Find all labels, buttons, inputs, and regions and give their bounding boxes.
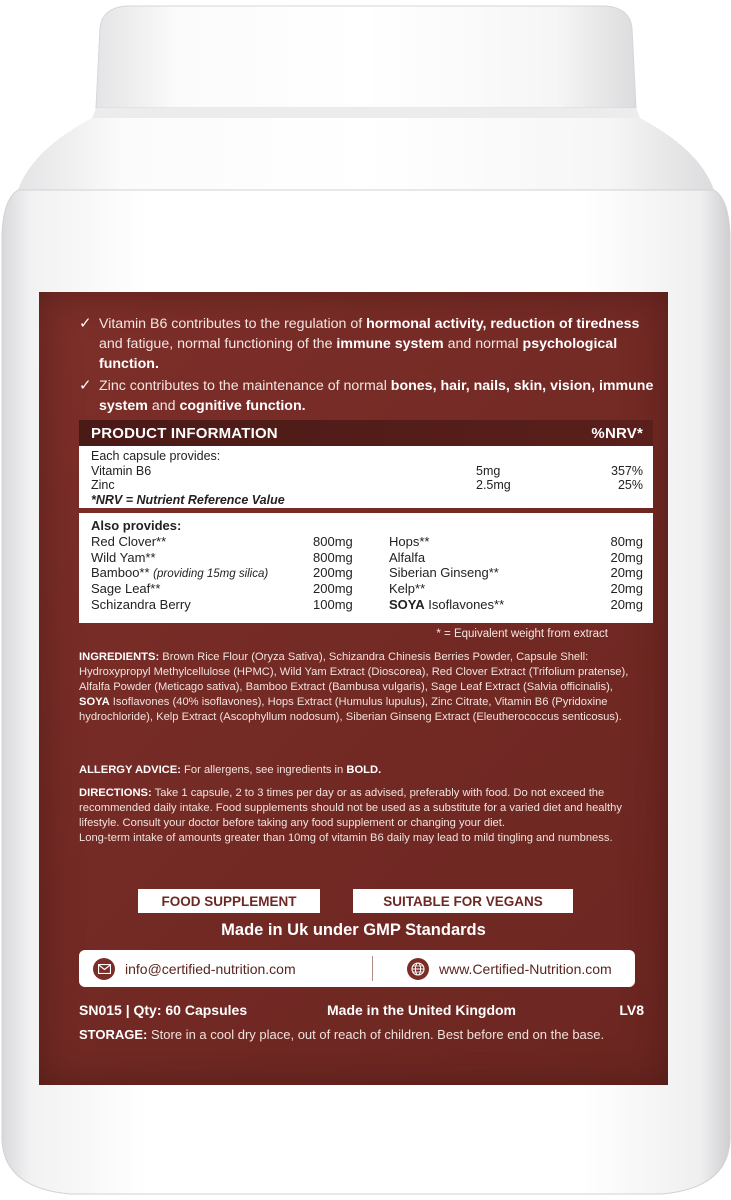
website-contact[interactable]: [407, 958, 612, 980]
product-information-header: [79, 420, 653, 446]
bottle-cap: [96, 6, 636, 108]
table-row: Bamboo** (providing 15mg silica) 200mg Siberian Ginseng** 20mg: [91, 565, 643, 581]
table-row: Sage Leaf** 200mg Kelp** 20mg: [91, 581, 643, 597]
table-row: Vitamin B6 5mg 357%: [91, 463, 643, 478]
contact-divider: [372, 956, 373, 981]
also-provides-title: Also provides:: [91, 518, 182, 533]
product-information-table: [79, 446, 653, 508]
website-url[interactable]: www.Certified-Nutrition.com: [439, 960, 612, 977]
email-contact[interactable]: [93, 958, 296, 980]
claim-vitamin-b6: ✓ Vitamin B6 contributes to the regulation of hormonal activity, reduction of tiredness and fatigue, normal functioning of the immune system and normal psychological function.: [79, 315, 640, 372]
envelope-icon: [93, 958, 115, 980]
storage-text: STORAGE: Store in a cool dry place, out of reach of children. Best before end on the base.: [79, 1027, 605, 1042]
globe-icon: [407, 958, 429, 980]
ingredients-text: INGREDIENTS: Brown Rice Flour (Oryza Sativa), Schizandra Chinesis Berries Powder, Capsule Shell: Hydroxypropyl Methylcellulose (HPMC), Wild Yam Extract (Dioscorea), Red Clover Extract (Trifolium pratense), Alfalfa Powder (Meticago sativa), Bamboo Extract (Bambusa vulgaris), Sage Leaf Extract (Salvia officinalis), SOYA Isoflavones (40% isoflavones), Hops Extract (Humulus lupulus), Zinc Citrate, Vitamin B6 (Pyridoxine hydrochloride), Kelp Extract (Ascophyllum nodosum), Siberian Ginseng Extract (Eleutherococcus senticosus).: [79, 651, 629, 723]
extract-note: * = Equivalent weight from extract: [436, 628, 608, 640]
b6-warning: Long-term intake of amounts greater than 10mg of vitamin B6 daily may lead to mild tingling and numbness.: [79, 832, 613, 844]
table-row: Wild Yam** 800mg Alfalfa 20mg: [91, 549, 643, 565]
checkmark-icon: ✓: [79, 377, 92, 394]
table-row: Zinc 2.5mg 25%: [91, 478, 643, 492]
made-in-uk: Made in the United Kingdom: [327, 1002, 516, 1018]
also-provides-table: [79, 513, 653, 623]
serial-quantity: SN015 | Qty: 60 Capsules: [79, 1002, 248, 1018]
health-claims: [79, 314, 654, 418]
email-address[interactable]: info@certified-nutrition.com: [125, 960, 296, 977]
product-information-title: PRODUCT INFORMATION: [91, 424, 278, 442]
allergy-advice: ALLERGY ADVICE: For allergens, see ingredients in BOLD.: [79, 764, 382, 776]
product-label: [39, 292, 668, 1085]
directions-text: DIRECTIONS: Take 1 capsule, 2 to 3 times per day or as advised, preferably with food. Do not exceed the recommended daily intake. Food supplements should not be used as a substitute for a varied diet and healthy lifestyle. Consult your doctor before taking any food supplement or changing your diet. Long-term intake of amounts greater than 10mg of vitamin B6 daily may lead to mild tingling and numbness.: [79, 786, 639, 846]
contact-bar: [79, 950, 635, 987]
nrv-note: *NRV = Nutrient Reference Value: [91, 492, 285, 507]
table-row: Schizandra Berry 100mg SOYA Isoflavones** 20mg: [91, 596, 643, 612]
each-capsule-label: Each capsule provides:: [91, 449, 221, 463]
lv-code: LV8: [619, 1002, 644, 1018]
table-row: Red Clover** 800mg Hops** 80mg: [91, 533, 643, 549]
vegan-badge: SUITABLE FOR VEGANS: [353, 889, 573, 913]
claim-zinc: ✓ Zinc contributes to the maintenance of normal bones, hair, nails, skin, vision, immune system and cognitive function.: [79, 377, 654, 414]
nrv-header: %NRV*: [591, 424, 643, 442]
food-supplement-badge: FOOD SUPPLEMENT: [138, 889, 320, 913]
gmp-statement: Made in Uk under GMP Standards: [221, 921, 486, 939]
checkmark-icon: ✓: [79, 315, 92, 332]
